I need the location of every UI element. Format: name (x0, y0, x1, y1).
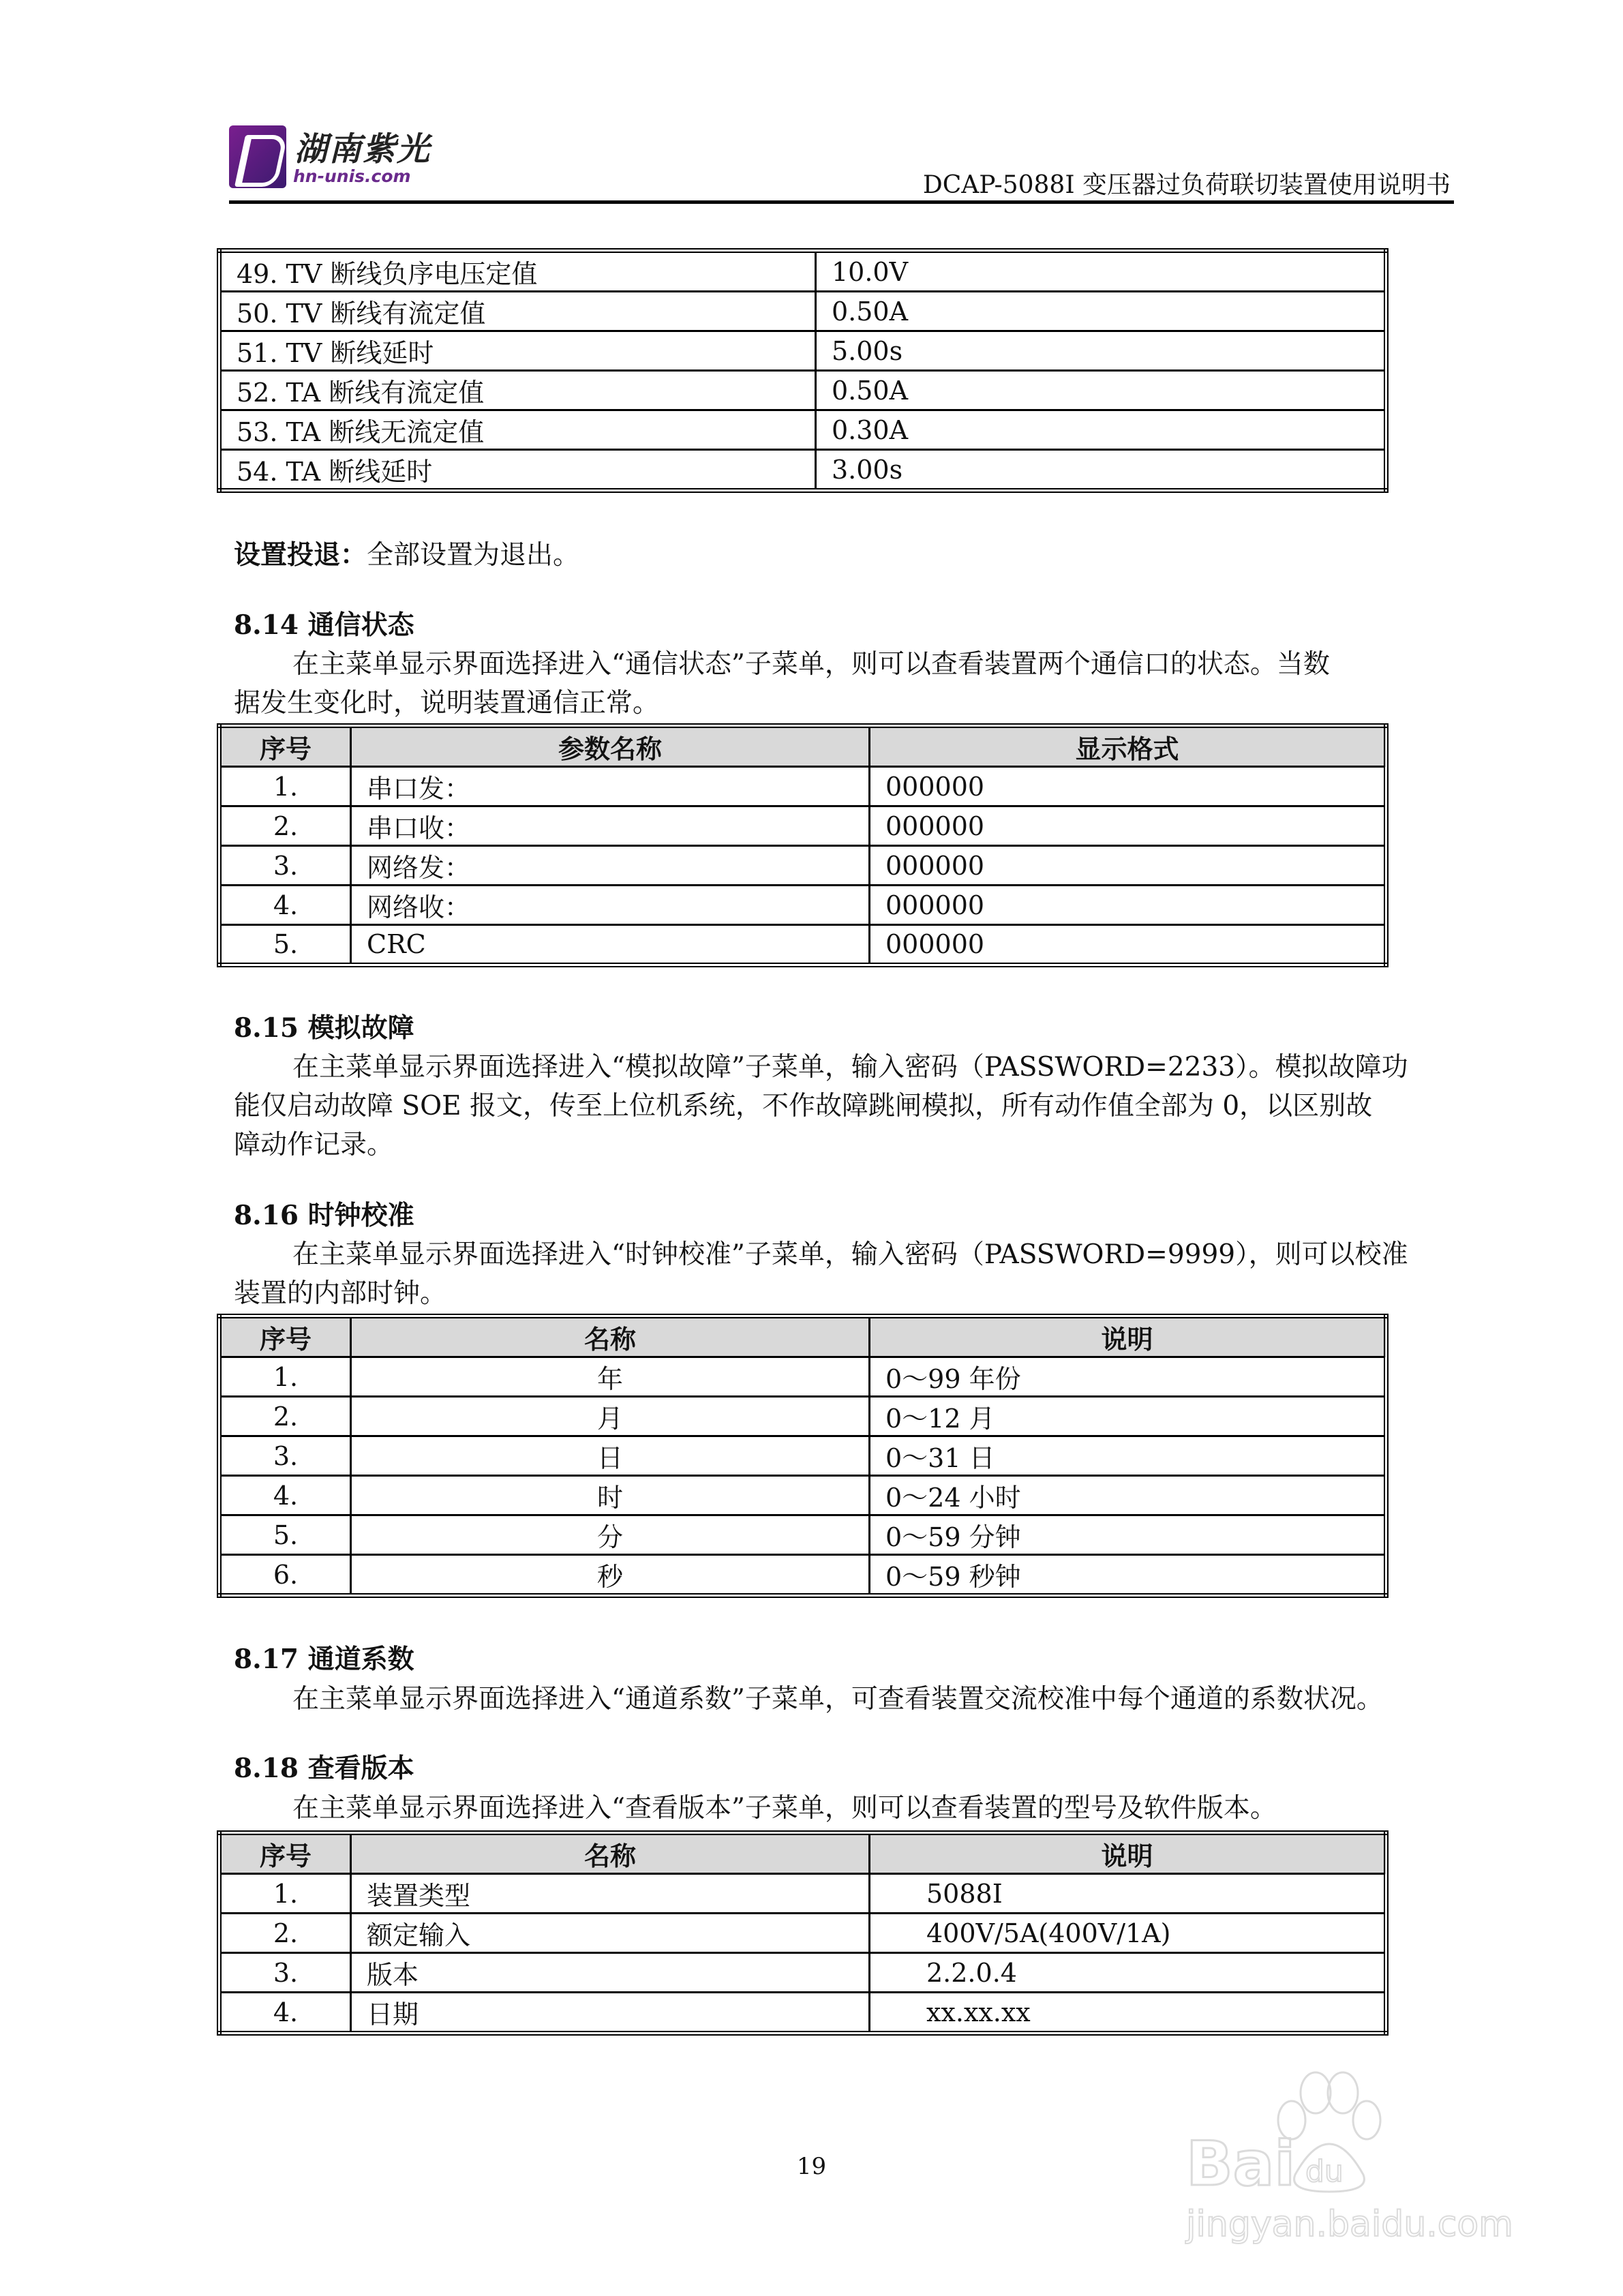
row-name: 日期 (351, 1993, 870, 2034)
column-header: 序号 (219, 1833, 351, 1874)
settings-note-label: 设置投退： (234, 539, 367, 571)
row-name: 月 (351, 1397, 870, 1436)
table-row (219, 1357, 1386, 1397)
row-value: 0～59 分钟 (870, 1515, 1386, 1555)
row-index: 4. (219, 886, 351, 925)
row-name: 分 (351, 1515, 870, 1555)
table-row (219, 331, 1386, 371)
row-index: 2. (219, 806, 351, 846)
setting-value: 10.0V (816, 251, 1386, 292)
svg-text:Bai: Bai (1186, 2128, 1296, 2200)
row-value: 2.2.0.4 (870, 1953, 1386, 1993)
setting-name: 51. TV 断线延时 (219, 331, 816, 371)
column-header: 参数名称 (351, 726, 870, 767)
section-paragraph-8-14 (234, 645, 1330, 723)
row-index: 1. (219, 1357, 351, 1397)
logo-text: 湖南紫光 (294, 130, 431, 168)
section-paragraph-8-15 (234, 1048, 1408, 1164)
table-row (219, 1874, 1386, 1914)
row-index: 3. (219, 1953, 351, 1993)
setting-value: 0.30A (816, 410, 1386, 450)
setting-name: 54. TA 断线延时 (219, 450, 816, 491)
table-row (219, 767, 1386, 806)
row-index: 5. (219, 1515, 351, 1555)
setting-name: 49. TV 断线负序电压定值 (219, 251, 816, 292)
paragraph-line: 在主菜单显示界面选择进入“通信状态”子菜单，则可以查看装置两个通信口的状态。当数 (292, 649, 1330, 680)
column-header: 序号 (219, 726, 351, 767)
setting-value: 0.50A (816, 371, 1386, 410)
table-row (219, 1993, 1386, 2034)
row-value: 000000 (870, 925, 1386, 965)
table-header-row (219, 1833, 1386, 1874)
row-index: 3. (219, 846, 351, 886)
baidu-paw-icon (1159, 2066, 1541, 2250)
table-row (219, 886, 1386, 925)
row-name: CRC (351, 925, 870, 965)
company-logo (229, 123, 440, 191)
table-header-row (219, 726, 1386, 767)
column-header: 显示格式 (870, 726, 1386, 767)
clock-calibration-table (217, 1314, 1389, 1598)
paragraph-line: 能仅启动故障 SOE 报文，传至上位机系统，不作故障跳闸模拟，所有动作值全部为 0，以区别故 (234, 1091, 1373, 1121)
header-rule (229, 200, 1454, 204)
paragraph-line: 据发生变化时，说明装置通信正常。 (234, 688, 660, 719)
setting-name: 53. TA 断线无流定值 (219, 410, 816, 450)
table-row (219, 1953, 1386, 1993)
table-row (219, 371, 1386, 410)
paragraph-line: 在主菜单显示界面选择进入“模拟故障”子菜单，输入密码（PASSWORD=2233）。模拟故障功 (292, 1052, 1408, 1083)
page-number: 19 (796, 2153, 827, 2180)
table-row (219, 925, 1386, 965)
row-name: 串口发： (351, 767, 870, 806)
logo-url: hn-unis.com (293, 166, 411, 186)
paragraph-line: 在主菜单显示界面选择进入“时钟校准”子菜单，输入密码（PASSWORD=9999），则可以校准 (292, 1239, 1408, 1270)
settings-note (234, 536, 579, 575)
row-value: 0～99 年份 (870, 1357, 1386, 1397)
comm-status-table (217, 723, 1389, 967)
row-value: 5088I (870, 1874, 1386, 1914)
row-name: 秒 (351, 1555, 870, 1596)
row-name: 串口收： (351, 806, 870, 846)
row-index: 2. (219, 1914, 351, 1953)
row-value: 000000 (870, 767, 1386, 806)
column-header: 序号 (219, 1316, 351, 1357)
setting-name: 50. TV 断线有流定值 (219, 292, 816, 331)
row-value: 0～59 秒钟 (870, 1555, 1386, 1596)
table-row (219, 1515, 1386, 1555)
row-index: 3. (219, 1436, 351, 1476)
table-row (219, 846, 1386, 886)
settings-note-text: 全部设置为退出。 (367, 540, 580, 571)
column-header: 名称 (351, 1833, 870, 1874)
row-index: 4. (219, 1476, 351, 1515)
row-value: 000000 (870, 806, 1386, 846)
row-index: 6. (219, 1555, 351, 1596)
row-name: 日 (351, 1436, 870, 1476)
table-row (219, 292, 1386, 331)
paragraph-line: 在主菜单显示界面选择进入“查看版本”子菜单，则可以查看装置的型号及软件版本。 (292, 1793, 1277, 1824)
section-heading-8-14: 8.14 通信状态 (234, 609, 414, 641)
row-index: 2. (219, 1397, 351, 1436)
row-value: 400V/5A(400V/1A) (870, 1914, 1386, 1953)
row-name: 网络收： (351, 886, 870, 925)
svg-text:du: du (1305, 2154, 1344, 2189)
row-index: 5. (219, 925, 351, 965)
row-name: 年 (351, 1357, 870, 1397)
paragraph-line: 装置的内部时钟。 (234, 1278, 447, 1309)
row-name: 网络发： (351, 846, 870, 886)
table-row (219, 1555, 1386, 1596)
version-table (217, 1830, 1389, 2036)
column-header: 说明 (870, 1833, 1386, 1874)
paragraph-line: 在主菜单显示界面选择进入“通道系数”子菜单，可查看装置交流校准中每个通道的系数状况。 (292, 1684, 1383, 1715)
table-row (219, 1476, 1386, 1515)
row-index: 1. (219, 767, 351, 806)
section-heading-8-16: 8.16 时钟校准 (234, 1200, 414, 1231)
setting-name: 52. TA 断线有流定值 (219, 371, 816, 410)
document-title: DCAP-5088I 变压器过负荷联切装置使用说明书 (922, 171, 1451, 199)
row-name: 版本 (351, 1953, 870, 1993)
row-value: 0～24 小时 (870, 1476, 1386, 1515)
column-header: 名称 (351, 1316, 870, 1357)
column-header: 说明 (870, 1316, 1386, 1357)
row-name: 额定输入 (351, 1914, 870, 1953)
baidu-watermark (1159, 2066, 1541, 2250)
row-value: xx.xx.xx (870, 1993, 1386, 2034)
section-heading-8-18: 8.18 查看版本 (234, 1753, 414, 1784)
logo-mark-icon (229, 125, 286, 188)
section-paragraph-8-16 (234, 1235, 1408, 1313)
table-row (219, 1397, 1386, 1436)
row-value: 000000 (870, 886, 1386, 925)
table-row (219, 410, 1386, 450)
row-index: 1. (219, 1874, 351, 1914)
row-value: 0～31 日 (870, 1436, 1386, 1476)
setting-value: 0.50A (816, 292, 1386, 331)
table-row (219, 251, 1386, 292)
row-index: 4. (219, 1993, 351, 2034)
row-value: 0～12 月 (870, 1397, 1386, 1436)
section-heading-8-15: 8.15 模拟故障 (234, 1012, 414, 1044)
table-row (219, 806, 1386, 846)
settings-table (217, 248, 1389, 493)
watermark-url: jingyan.baidu.com (1186, 2204, 1513, 2245)
table-header-row (219, 1316, 1386, 1357)
row-name: 时 (351, 1476, 870, 1515)
section-heading-8-17: 8.17 通道系数 (234, 1644, 414, 1675)
row-name: 装置类型 (351, 1874, 870, 1914)
section-paragraph-8-18 (234, 1789, 1277, 1828)
setting-value: 3.00s (816, 450, 1386, 491)
table-row (219, 450, 1386, 491)
row-value: 000000 (870, 846, 1386, 886)
paragraph-line: 障动作记录。 (234, 1130, 394, 1160)
table-row (219, 1436, 1386, 1476)
table-row (219, 1914, 1386, 1953)
section-paragraph-8-17 (234, 1680, 1383, 1719)
setting-value: 5.00s (816, 331, 1386, 371)
